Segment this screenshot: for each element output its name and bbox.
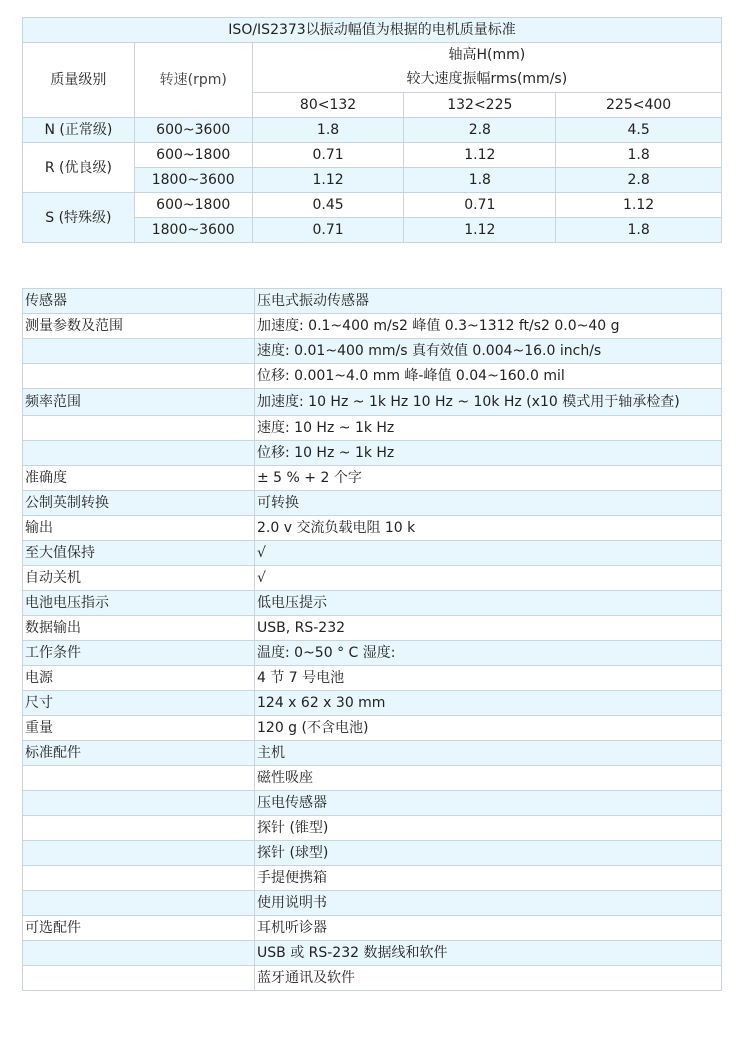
spec-row [23,416,722,441]
spec-row [23,591,722,616]
spec-label [23,364,255,389]
value-cell: 1.12 [252,168,404,193]
spec-value: 磁性吸座 [255,766,722,791]
value-cell: 1.8 [252,118,404,143]
spec-row [23,816,722,841]
spec-value: USB, RS-232 [255,616,722,641]
spec-value: √ [255,566,722,591]
spec-value: 压电式振动传感器 [255,289,722,314]
value-cell: 1.8 [556,218,722,243]
spec-value: 温度: 0~50 ° C 湿度: [255,641,722,666]
grade-cell: R (优良级) [23,143,135,193]
spec-value: 2.0 v 交流负载电阻 10 k [255,516,722,541]
spec-label: 频率范围 [23,389,255,416]
speed-cell: 600~1800 [134,193,252,218]
spec-value: 耳机听诊器 [255,916,722,941]
spec-label: 公制英制转换 [23,491,255,516]
spec-label [23,339,255,364]
speed-cell: 600~3600 [134,118,252,143]
spec-label [23,891,255,916]
spec-label: 尺寸 [23,691,255,716]
spec-row [23,566,722,591]
range-header: 132<225 [404,92,556,117]
grade-cell: N (正常级) [23,118,135,143]
spec-row [23,691,722,716]
spec-label: 电源 [23,666,255,691]
spec-row [23,941,722,966]
spec-value: 手提便携箱 [255,866,722,891]
spec-value: 蓝牙通讯及软件 [255,966,722,991]
spec-label [23,791,255,816]
velocity-header: 较大速度振幅rms(mm/s) [252,67,721,92]
spec-label [23,766,255,791]
spec-value: 速度: 10 Hz ~ 1k Hz [255,416,722,441]
spec-row [23,666,722,691]
spec-row [23,866,722,891]
spec-value: √ [255,541,722,566]
spec-label [23,441,255,466]
speed-header: 转速(rpm) [134,43,252,118]
spec-label: 测量参数及范围 [23,314,255,339]
spec-label: 标准配件 [23,741,255,766]
speed-cell: 1800~3600 [134,218,252,243]
speed-cell: 1800~3600 [134,168,252,193]
range-header: 80<132 [252,92,404,117]
axis-height-header: 轴高H(mm) [252,43,721,68]
spec-value: USB 或 RS-232 数据线和软件 [255,941,722,966]
table-row [23,143,722,168]
spec-value: 速度: 0.01~400 mm/s 真有效值 0.004~16.0 inch/s [255,339,722,364]
spec-row [23,616,722,641]
speed-cell: 600~1800 [134,143,252,168]
spec-row [23,339,722,364]
spec-label: 数据输出 [23,616,255,641]
spec-value: 探针 (球型) [255,841,722,866]
spec-value: 低电压提示 [255,591,722,616]
spec-row [23,641,722,666]
value-cell: 0.45 [252,193,404,218]
value-cell: 0.71 [252,218,404,243]
spec-label [23,941,255,966]
spec-row [23,466,722,491]
spec-value: 4 节 7 号电池 [255,666,722,691]
spec-value: 加速度: 0.1~400 m/s2 峰值 0.3~1312 ft/s2 0.0~40 g [255,314,722,339]
range-header: 225<400 [556,92,722,117]
spec-row [23,741,722,766]
spec-value: 位移: 10 Hz ~ 1k Hz [255,441,722,466]
spec-label: 传感器 [23,289,255,314]
spec-row [23,541,722,566]
spec-label [23,416,255,441]
spec-label: 可选配件 [23,916,255,941]
spec-row [23,966,722,991]
spec-row [23,516,722,541]
value-cell: 1.12 [404,143,556,168]
value-cell: 4.5 [556,118,722,143]
grade-cell: S (特殊级) [23,193,135,243]
table-title: ISO/IS2373以振动幅值为根据的电机质量标准 [23,18,722,43]
spec-row [23,491,722,516]
spec-label [23,866,255,891]
spec-label [23,966,255,991]
value-cell: 1.8 [404,168,556,193]
spec-row [23,891,722,916]
vibration-standard-table [22,17,722,243]
spec-label: 重量 [23,716,255,741]
spec-row [23,766,722,791]
spec-row [23,289,722,314]
spec-value: 加速度: 10 Hz ~ 1k Hz 10 Hz ~ 10k Hz (x10 模式用于轴承检查) [255,389,722,416]
spec-label [23,816,255,841]
spec-row [23,441,722,466]
value-cell: 1.8 [556,143,722,168]
spec-row [23,389,722,416]
spec-label: 自动关机 [23,566,255,591]
spec-value: 124 x 62 x 30 mm [255,691,722,716]
spec-row [23,916,722,941]
spec-value: 主机 [255,741,722,766]
spec-row [23,791,722,816]
spec-label: 工作条件 [23,641,255,666]
spec-row [23,314,722,339]
spec-value: 压电传感器 [255,791,722,816]
value-cell: 1.12 [556,193,722,218]
spec-label [23,841,255,866]
spec-label: 准确度 [23,466,255,491]
spec-label: 电池电压指示 [23,591,255,616]
value-cell: 2.8 [556,168,722,193]
specifications-table [22,288,722,991]
value-cell: 2.8 [404,118,556,143]
spec-row [23,364,722,389]
spec-value: 探针 (锥型) [255,816,722,841]
spec-row [23,716,722,741]
spec-value: 可转换 [255,491,722,516]
grade-header: 质量级别 [23,43,135,118]
table-row [23,193,722,218]
value-cell: 0.71 [404,193,556,218]
spec-value: ± 5 % + 2 个字 [255,466,722,491]
value-cell: 0.71 [252,143,404,168]
spec-value: 使用说明书 [255,891,722,916]
table-row [23,118,722,143]
spec-row [23,841,722,866]
spec-value: 120 g (不含电池) [255,716,722,741]
value-cell: 1.12 [404,218,556,243]
spec-label: 至大值保持 [23,541,255,566]
spec-label: 输出 [23,516,255,541]
spec-value: 位移: 0.001~4.0 mm 峰-峰值 0.04~160.0 mil [255,364,722,389]
